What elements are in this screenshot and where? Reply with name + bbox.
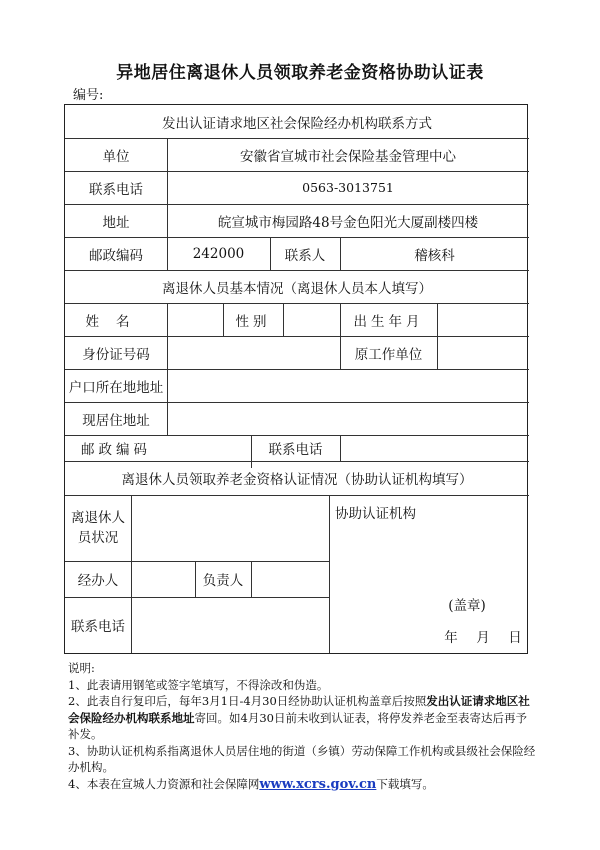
- seal-label: (盖章): [448, 598, 486, 614]
- workplace-label: 原工作单位: [354, 346, 423, 363]
- address-value: 皖宣城市梅园路48号金色阳光大厦副楼四楼: [217, 214, 479, 231]
- date-year: 年: [444, 630, 458, 646]
- postcode-value: 242000: [192, 245, 245, 262]
- unit-value: 安徽省宣城市社会保险基金管理中心: [240, 148, 456, 165]
- section3-header: 离退休人员领取养老金资格认证情况（协助认证机构填写）: [121, 472, 473, 488]
- section1-header: 发出认证请求地区社会保险经办机构联系方式: [162, 115, 432, 132]
- person-postcode-label: 邮政编码: [81, 442, 151, 458]
- note-4-part-b: 下载填写。: [376, 776, 434, 791]
- serial-number-label: 编号:: [73, 88, 104, 103]
- retiree-status-field[interactable]: [131, 495, 329, 561]
- gender-field[interactable]: [283, 303, 340, 336]
- residence-address-field[interactable]: [167, 402, 529, 435]
- id-number-field[interactable]: [167, 336, 340, 369]
- handler-field[interactable]: [131, 561, 195, 597]
- responsible-label: 负责人: [202, 573, 244, 589]
- workplace-field[interactable]: [437, 336, 529, 369]
- form-table: [64, 104, 528, 654]
- handler-label: 经办人: [77, 573, 119, 589]
- agency-phone-label: 联系电话: [71, 619, 125, 635]
- website-link[interactable]: www.xcrs.gov.cn: [259, 776, 377, 792]
- notes-heading: 说明:: [68, 661, 95, 675]
- unit-label: 单位: [102, 148, 130, 165]
- note-3: 3、协助认证机构系指离退休人员居住地的街道（乡镇）劳动保障工作机构或县级社会保险经办机构。: [68, 743, 536, 774]
- notes-section: [68, 660, 538, 793]
- note-2-part-c: 寄回。如4月30日前未收到认证表，将停发养老金至表寄达后再予补发。: [68, 710, 527, 741]
- note-2-part-a: 2、此表自行复印后，每年3月1日-4月30日经协助认证机构盖章后按照: [68, 694, 427, 708]
- contact-label: 联系人: [284, 247, 326, 264]
- responsible-field[interactable]: [251, 561, 329, 597]
- gender-label: 性别: [235, 313, 271, 330]
- contact-value: 稽核科: [414, 247, 455, 264]
- retiree-status-label: 离退休人员状况: [71, 510, 125, 546]
- date-day: 日: [508, 630, 522, 646]
- id-number-label: 身份证号码: [82, 346, 150, 363]
- person-postcode-field[interactable]: [167, 435, 251, 461]
- phone-value: 0563-3013751: [302, 180, 394, 195]
- birth-label: 出生年月: [353, 313, 424, 330]
- date-month: 月: [476, 630, 490, 646]
- birth-field[interactable]: [437, 303, 529, 336]
- note-4: [68, 776, 538, 794]
- section2-header: 离退休人员基本情况（离退休人员本人填写）: [162, 280, 432, 297]
- name-label: 姓名: [85, 313, 147, 330]
- postcode-label: 邮政编码: [89, 247, 143, 264]
- hukou-address-field[interactable]: [167, 369, 529, 402]
- note-2-bold: 发出认证请求地区社会保险经办机构联系地址: [68, 694, 530, 725]
- form-title: 异地居住离退休人员领取养老金资格协助认证表: [116, 63, 484, 83]
- person-phone-field[interactable]: [340, 435, 529, 461]
- agency-phone-field[interactable]: [131, 597, 329, 653]
- note-2: [68, 693, 538, 743]
- name-field[interactable]: [167, 303, 223, 336]
- hukou-address-label: 户口所在地地址: [68, 379, 164, 396]
- assist-agency-label: 协助认证机构: [335, 506, 416, 522]
- note-1: 1、此表请用钢笔或签字笔填写，不得涂改和伪造。: [68, 677, 329, 692]
- note-4-part-a: 4、本表在宣城人力资源和社会保障网: [68, 776, 260, 791]
- address-label: 地址: [102, 214, 130, 231]
- residence-address-label: 现居住地址: [82, 412, 150, 429]
- phone-label: 联系电话: [89, 181, 143, 198]
- person-phone-label: 联系电话: [268, 442, 323, 458]
